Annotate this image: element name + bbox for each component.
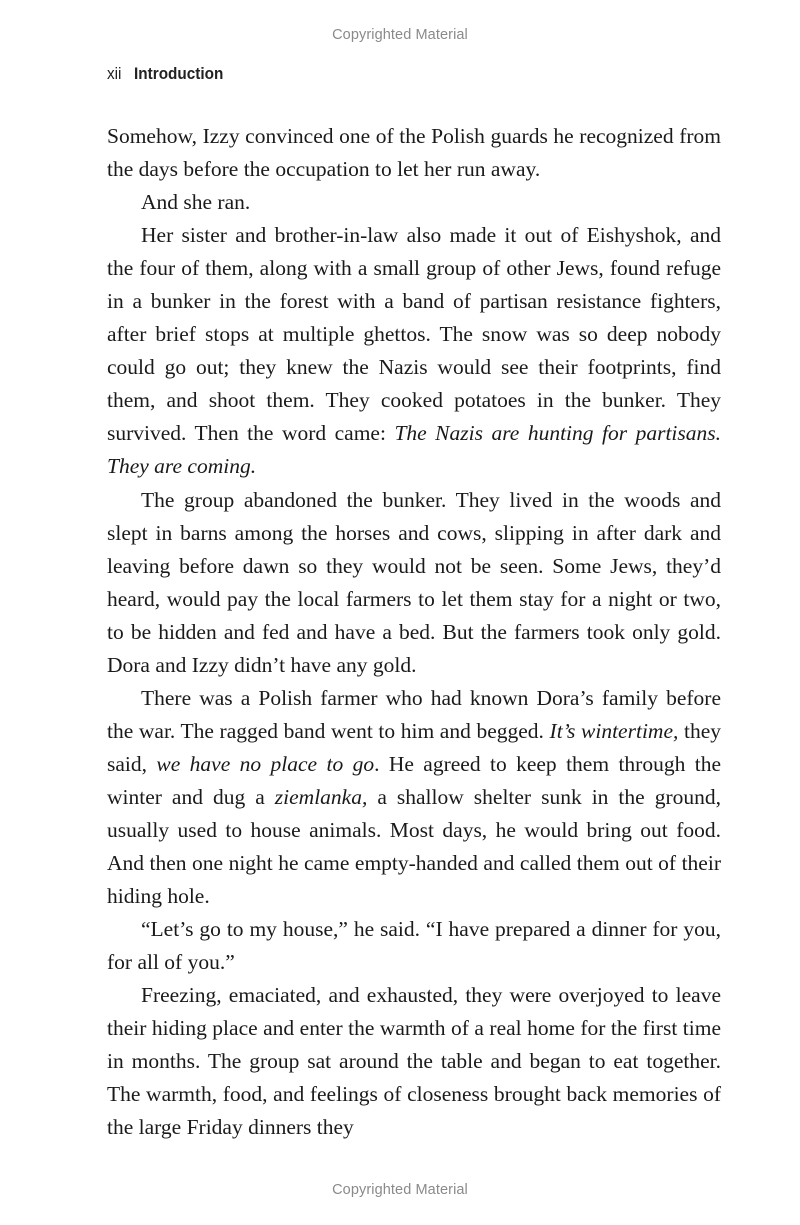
paragraph: Somehow, Izzy convinced one of the Polish guards he recognized from the days before the occupation to let her run away. — [107, 124, 721, 182]
paragraph-text: . He agreed to keep them through the winter and dug a — [107, 751, 721, 809]
italic-term: ziemlanka, — [274, 784, 368, 809]
body-text — [107, 120, 721, 1144]
paragraph-text: they said, — [107, 718, 721, 776]
page-number: xii — [107, 64, 122, 83]
paragraph-text: Her sister and brother-in-law also made it out of Eishyshok, and the four of them, along with a small group of other Jews, found refuge in a bunker in the forest with a band of partisan resistance fighters, after brief stops at multiple ghettos. The snow was so deep nobody could go out; they knew the Nazis would see their footprints, find them, and shoot them. They cooked potatoes in the bunker. They survived. Then the word came: — [107, 223, 721, 446]
paragraph — [107, 682, 721, 913]
paragraph-text: a shallow shelter sunk in the ground, usually used to house animals. Most days, he would bring out food. And then one night he came empty-handed and called them out of their hiding hole. — [107, 784, 721, 909]
paragraph — [107, 219, 721, 483]
running-head — [107, 64, 223, 84]
paragraph: “Let’s go to my house,” he said. “I have prepared a dinner for you, for all of you.” — [107, 917, 721, 975]
copyright-notice-bottom: Copyrighted Material — [332, 1182, 468, 1198]
italic-quote: The Nazis are hunting for partisans. They are coming. — [107, 421, 722, 479]
paragraph: The group abandoned the bunker. They lived in the woods and slept in barns among the horses and cows, slipping in after dark and leaving before dawn so they would not be seen. Some Jews, they’d heard, would pay the local farmers to let them stay for a night or two, to be hidden and fed and have a bed. But the farmers took only gold. Dora and Izzy didn’t have any gold. — [107, 487, 721, 677]
copyright-notice-top: Copyrighted Material — [332, 27, 468, 43]
italic-quote: It’s wintertime, — [549, 718, 679, 743]
paragraph-text: There was a Polish farmer who had known Dora’s family before the war. The ragged band went to him and begged. — [107, 685, 721, 743]
section-title: Introduction — [134, 64, 224, 83]
italic-quote: we have no place to go — [156, 751, 375, 776]
paragraph: Freezing, emaciated, and exhausted, they were overjoyed to leave their hiding place and enter the warmth of a real home for the first time in months. The group sat around the table and began to eat together. The warmth, food, and feelings of closeness brought back memories of the large Friday dinners they — [107, 983, 721, 1140]
paragraph: And she ran. — [141, 190, 251, 215]
